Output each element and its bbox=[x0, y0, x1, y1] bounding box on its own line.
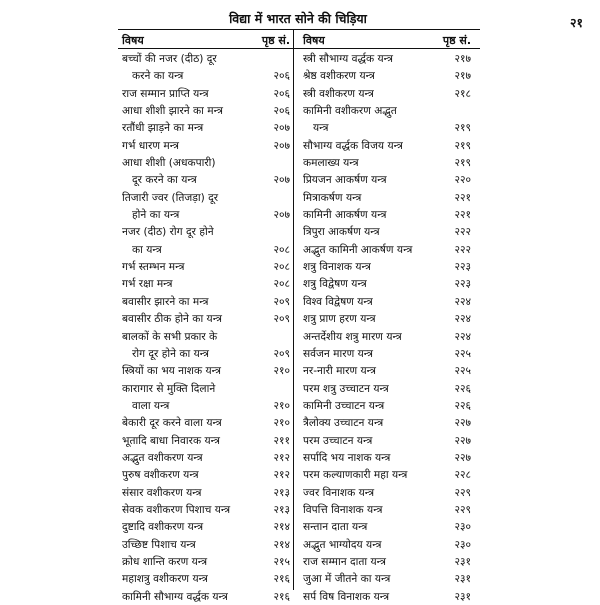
contents-entry bbox=[301, 102, 473, 119]
contents-entry bbox=[120, 206, 292, 223]
contents-entry bbox=[120, 484, 292, 501]
entry-page-number: २२१ bbox=[454, 191, 471, 204]
contents-entry bbox=[120, 137, 292, 154]
entry-title: दूर करने का यन्त्र bbox=[132, 174, 197, 187]
entry-title: स्त्री सौभाग्य वर्द्धक यन्त्र bbox=[303, 53, 393, 65]
entry-page-number: २०९ bbox=[273, 295, 290, 308]
entry-title: बालकों के सभी प्रकार के bbox=[122, 330, 218, 343]
entry-title: गर्भ धारण मन्त्र bbox=[122, 139, 180, 152]
entry-title: त्रैलोक्य उच्चाटन यन्त्र bbox=[303, 417, 384, 430]
contents-entry bbox=[120, 518, 292, 535]
entry-title: शत्रु विनाशक यन्त्र bbox=[303, 261, 371, 274]
contents-entry bbox=[301, 189, 473, 206]
entry-page-number: २२७ bbox=[454, 434, 471, 447]
contents-entry bbox=[120, 536, 292, 553]
entry-title: जुआ में जीतने का यन्त्र bbox=[303, 573, 391, 586]
entry-title: होने का यन्त्र bbox=[132, 209, 180, 222]
contents-entry bbox=[301, 449, 473, 466]
contents-entry bbox=[301, 466, 473, 483]
entry-page-number: २२० bbox=[454, 174, 471, 187]
entry-title: स्त्री वशीकरण यन्त्र bbox=[303, 87, 374, 100]
entry-page-number: २३१ bbox=[454, 590, 471, 603]
contents-entry bbox=[120, 189, 292, 206]
entry-title: अद्भुत कामिनी आकर्षण यन्त्र bbox=[303, 243, 413, 256]
entry-page-number: २२१ bbox=[454, 209, 471, 222]
contents-entry bbox=[120, 466, 292, 483]
entry-page-number: २१० bbox=[273, 399, 290, 412]
contents-entry bbox=[301, 154, 473, 171]
entry-page-number: २२३ bbox=[454, 261, 471, 274]
entry-title: गर्भ स्तम्भन मन्त्र bbox=[122, 261, 185, 274]
contents-entry bbox=[301, 85, 473, 102]
entry-page-number: २०९ bbox=[273, 347, 290, 360]
contents-entry bbox=[120, 414, 292, 431]
contents-entry bbox=[120, 449, 292, 466]
subject-heading: विषय bbox=[122, 34, 144, 47]
entry-page-number: २०९ bbox=[273, 313, 290, 326]
subject-heading: विषय bbox=[303, 34, 325, 47]
contents-entry bbox=[301, 380, 473, 397]
entry-title: विपत्ति विनाशक यन्त्र bbox=[303, 503, 383, 516]
contents-entry bbox=[301, 414, 473, 431]
entry-page-number: २२६ bbox=[454, 399, 471, 412]
entry-page-number: २१६ bbox=[273, 590, 290, 603]
contents-entry bbox=[301, 137, 473, 154]
contents-entry bbox=[301, 518, 473, 535]
contents-entry bbox=[120, 119, 292, 136]
contents-entry bbox=[120, 154, 292, 171]
entry-page-number: २०७ bbox=[273, 174, 290, 187]
contents-entry bbox=[301, 241, 473, 258]
entry-title: राज सम्मान दाता यन्त्र bbox=[303, 555, 386, 568]
contents-entry bbox=[301, 171, 473, 188]
contents-entry bbox=[120, 102, 292, 119]
entry-title: तिजारी ज्वर (तिजड़ा) दूर bbox=[122, 191, 219, 204]
entry-page-number: २०८ bbox=[273, 261, 290, 274]
column-divider bbox=[293, 30, 294, 590]
contents-entry bbox=[120, 67, 292, 84]
entry-title: शत्रु विद्वेषण यन्त्र bbox=[303, 278, 367, 291]
contents-entry bbox=[120, 501, 292, 518]
entry-title: भूतादि बाधा निवारक यन्त्र bbox=[122, 434, 220, 447]
entry-page-number: २२२ bbox=[454, 226, 471, 239]
contents-entry bbox=[301, 223, 473, 240]
contents-entry bbox=[120, 85, 292, 102]
entry-title: सेवक वशीकरण पिशाच यन्त्र bbox=[122, 503, 231, 516]
entry-title: रोग दूर होने का यन्त्र bbox=[132, 347, 210, 360]
entry-page-number: २२३ bbox=[454, 278, 471, 291]
entry-page-number: २२७ bbox=[454, 417, 471, 430]
entry-title: का यन्त्र bbox=[132, 243, 162, 256]
contents-column-left bbox=[120, 30, 292, 605]
entry-title: मित्राकर्षण यन्त्र bbox=[303, 191, 362, 204]
entry-page-number: २२७ bbox=[454, 451, 471, 464]
contents-entry bbox=[120, 328, 292, 345]
entry-title: पुरुष वशीकरण यन्त्र bbox=[122, 469, 199, 482]
entry-page-number: २१२ bbox=[273, 469, 290, 482]
contents-entry bbox=[301, 258, 473, 275]
entry-page-number: २२५ bbox=[454, 347, 471, 360]
contents-entry bbox=[120, 397, 292, 414]
contents-entry bbox=[120, 588, 292, 605]
entry-page-number: २०७ bbox=[273, 209, 290, 222]
contents-entry bbox=[120, 362, 292, 379]
entry-page-number: २२५ bbox=[454, 365, 471, 378]
entry-page-number: २०६ bbox=[273, 87, 290, 100]
entry-page-number: २०७ bbox=[273, 139, 290, 152]
entry-title: गर्भ रक्षा मन्त्र bbox=[122, 278, 173, 291]
contents-list-right bbox=[301, 50, 473, 605]
entry-title: परम उच्चाटन यन्त्र bbox=[303, 434, 373, 447]
column-heading bbox=[120, 30, 292, 48]
contents-entry bbox=[120, 380, 292, 397]
contents-entry bbox=[301, 328, 473, 345]
entry-title: ज्वर विनाशक यन्त्र bbox=[303, 486, 375, 499]
page-number: २१ bbox=[570, 15, 584, 30]
contents-entry bbox=[120, 553, 292, 570]
entry-title: संसार वशीकरण यन्त्र bbox=[122, 486, 202, 499]
entry-page-number: २०७ bbox=[273, 122, 290, 135]
contents-entry bbox=[120, 223, 292, 240]
entry-title: कामिनी सौभाग्य वर्द्धक यन्त्र bbox=[122, 590, 228, 603]
entry-title: बच्चों की नजर (दीठ) दूर bbox=[122, 53, 217, 65]
entry-page-number: २१३ bbox=[273, 503, 290, 516]
entry-title: अद्भुत भाग्योदय यन्त्र bbox=[303, 538, 382, 551]
entry-page-number: २११ bbox=[273, 434, 290, 447]
contents-entry bbox=[120, 345, 292, 362]
contents-entry bbox=[301, 501, 473, 518]
entry-title: नर-नारी मारण यन्त्र bbox=[303, 365, 376, 378]
contents-entry bbox=[301, 432, 473, 449]
running-title: विद्या में भारत सोने की चिड़िया bbox=[229, 11, 367, 26]
contents-entry bbox=[120, 275, 292, 292]
entry-page-number: २१२ bbox=[273, 451, 290, 464]
entry-page-number: २२९ bbox=[454, 486, 471, 499]
entry-page-number: २१४ bbox=[273, 521, 290, 534]
entry-page-number: २१९ bbox=[454, 139, 471, 152]
contents-entry bbox=[120, 432, 292, 449]
contents-entry bbox=[301, 536, 473, 553]
contents-list-left bbox=[120, 50, 292, 605]
entry-page-number: २१६ bbox=[273, 573, 290, 586]
entry-title: विश्व विद्वेषण यन्त्र bbox=[303, 295, 373, 308]
contents-entry bbox=[301, 570, 473, 587]
contents-entry bbox=[301, 553, 473, 570]
entry-title: दुष्टादि वशीकरण यन्त्र bbox=[122, 521, 204, 534]
entry-page-number: २१७ bbox=[454, 53, 471, 65]
contents-entry bbox=[301, 310, 473, 327]
entry-page-number: २३० bbox=[454, 521, 471, 534]
page-heading: पृष्ठ सं. bbox=[442, 34, 471, 47]
entry-page-number: २३० bbox=[454, 538, 471, 551]
entry-title: यन्त्र bbox=[313, 122, 329, 135]
contents-entry bbox=[301, 275, 473, 292]
entry-title: बवासीर ठीक होने का यन्त्र bbox=[122, 313, 222, 326]
entry-title: करने का यन्त्र bbox=[132, 70, 184, 83]
contents-entry bbox=[301, 484, 473, 501]
entry-page-number: २१० bbox=[273, 365, 290, 378]
entry-title: रतौंधी झाड़ने का मन्त्र bbox=[122, 122, 204, 135]
entry-title: आधा शीशी (अधकपारी) bbox=[122, 157, 216, 170]
contents-entry bbox=[301, 119, 473, 136]
entry-page-number: २०६ bbox=[273, 105, 290, 118]
contents-entry bbox=[301, 206, 473, 223]
column-heading bbox=[301, 30, 473, 48]
entry-title: परम कल्याणकारी महा यन्त्र bbox=[303, 469, 408, 482]
entry-title: क्रोध शान्ति करण यन्त्र bbox=[122, 555, 208, 568]
entry-page-number: २२४ bbox=[454, 330, 471, 343]
entry-title: कामिनी आकर्षण यन्त्र bbox=[303, 209, 387, 222]
entry-page-number: २१७ bbox=[454, 70, 471, 83]
entry-page-number: २१५ bbox=[273, 555, 290, 568]
entry-title: त्रिपुरा आकर्षण यन्त्र bbox=[303, 226, 380, 239]
entry-title: स्त्रियों का भय नाशक यन्त्र bbox=[122, 365, 221, 378]
contents-entry bbox=[120, 50, 292, 67]
entry-title: नजर (दीठ) रोग दूर होने bbox=[122, 226, 214, 239]
contents-entry bbox=[120, 570, 292, 587]
entry-title: अन्तर्देशीय शत्रु मारण यन्त्र bbox=[303, 330, 402, 343]
contents-entry bbox=[120, 310, 292, 327]
entry-title: सर्प विष विनाशक यन्त्र bbox=[303, 590, 390, 603]
entry-title: उच्छिष्ट पिशाच यन्त्र bbox=[122, 538, 196, 551]
entry-title: महाशत्रु वशीकरण यन्त्र bbox=[122, 573, 208, 586]
entry-title: शत्रु प्राण हरण यन्त्र bbox=[303, 313, 376, 326]
page-heading: पृष्ठ सं. bbox=[261, 34, 290, 47]
contents-entry bbox=[301, 588, 473, 605]
entry-page-number: २०८ bbox=[273, 243, 290, 256]
contents-entry bbox=[301, 293, 473, 310]
entry-page-number: २०८ bbox=[273, 278, 290, 291]
entry-title: सन्तान दाता यन्त्र bbox=[303, 521, 368, 534]
contents-entry bbox=[120, 293, 292, 310]
entry-page-number: २१८ bbox=[454, 87, 471, 100]
entry-page-number: २१० bbox=[273, 417, 290, 430]
entry-title: सौभाग्य वर्द्धक विजय यन्त्र bbox=[303, 139, 403, 152]
entry-page-number: २२४ bbox=[454, 295, 471, 308]
entry-title: कमलाख्य यन्त्र bbox=[303, 157, 359, 170]
entry-title: कामिनी वशीकरण अद्भुत bbox=[303, 105, 397, 118]
entry-page-number: २१९ bbox=[454, 157, 471, 170]
entry-title: वाला यन्त्र bbox=[132, 399, 170, 412]
entry-title: बेकारी दूर करने वाला यन्त्र bbox=[122, 417, 222, 430]
contents-entry bbox=[120, 258, 292, 275]
entry-title: कारागार से मुक्ति दिलाने bbox=[122, 382, 216, 395]
entry-page-number: २१९ bbox=[454, 122, 471, 135]
contents-entry bbox=[301, 67, 473, 84]
entry-page-number: २२६ bbox=[454, 382, 471, 395]
entry-title: प्रियजन आकर्षण यन्त्र bbox=[303, 174, 387, 187]
entry-title: परम शत्रु उच्चाटन यन्त्र bbox=[303, 382, 389, 395]
entry-page-number: २२९ bbox=[454, 503, 471, 516]
entry-page-number: २१३ bbox=[273, 486, 290, 499]
entry-title: आधा शीशी झारने का मन्त्र bbox=[122, 105, 223, 118]
entry-title: राज सम्मान प्राप्ति यन्त्र bbox=[122, 87, 209, 100]
entry-page-number: २०६ bbox=[273, 70, 290, 83]
contents-entry bbox=[301, 362, 473, 379]
contents-entry bbox=[301, 345, 473, 362]
entry-page-number: २३१ bbox=[454, 573, 471, 586]
entry-title: कामिनी उच्चाटन यन्त्र bbox=[303, 399, 385, 412]
entry-title: सर्पादि भय नाशक यन्त्र bbox=[303, 451, 391, 464]
entry-title: अद्भुत वशीकरण यन्त्र bbox=[122, 451, 203, 464]
entry-page-number: २३१ bbox=[454, 555, 471, 568]
entry-page-number: २२२ bbox=[454, 243, 471, 256]
entry-page-number: २२८ bbox=[454, 469, 471, 482]
entry-page-number: २१४ bbox=[273, 538, 290, 551]
entry-title: बवासीर झारने का मन्त्र bbox=[122, 295, 209, 308]
contents-entry bbox=[301, 397, 473, 414]
contents-column-right bbox=[301, 30, 473, 605]
contents-entry bbox=[301, 50, 473, 67]
entry-title: श्रेष्ठ वशीकरण यन्त्र bbox=[303, 70, 375, 83]
contents-entry bbox=[120, 171, 292, 188]
contents-entry bbox=[120, 241, 292, 258]
entry-title: सर्वजन मारण यन्त्र bbox=[303, 347, 374, 360]
entry-page-number: २२४ bbox=[454, 313, 471, 326]
